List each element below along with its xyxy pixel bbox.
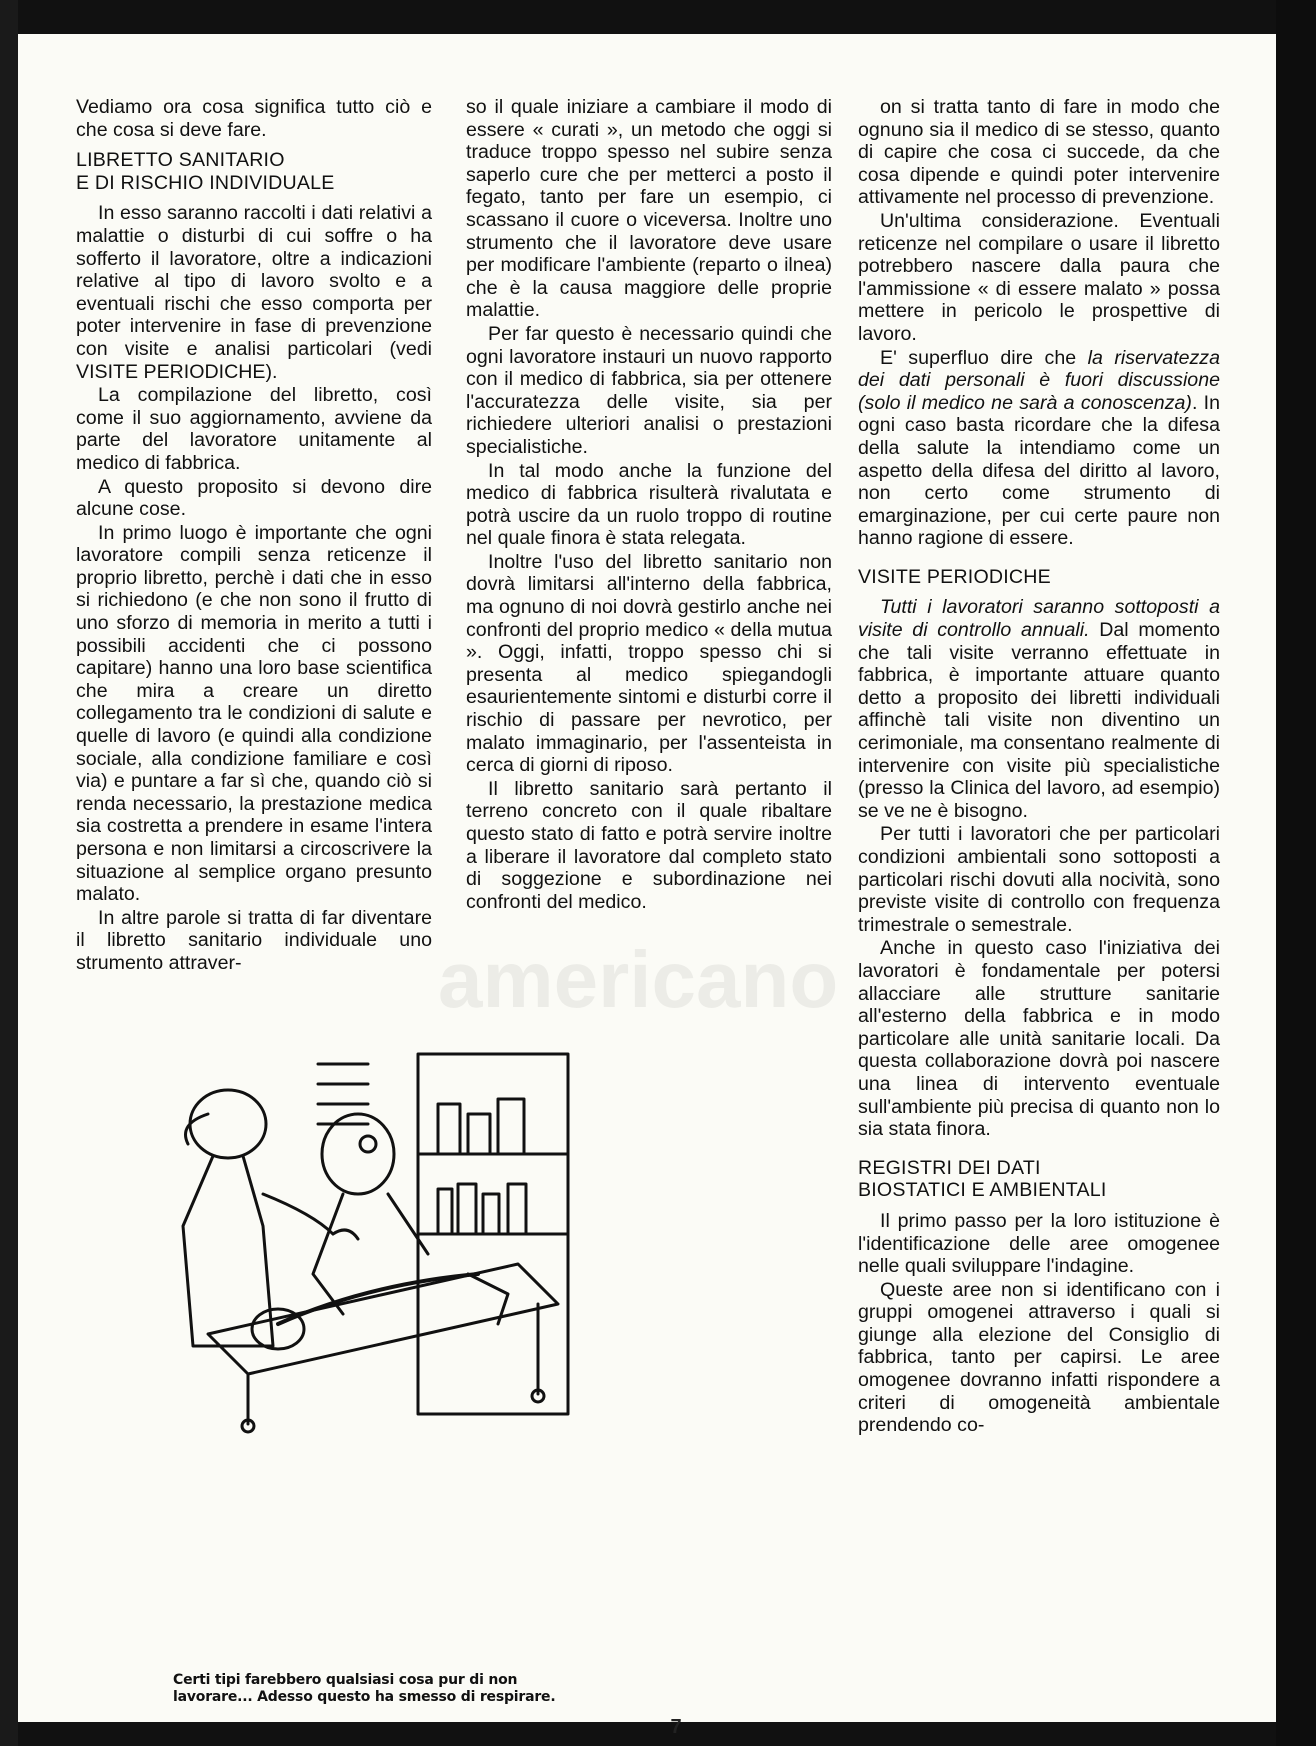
text-column-3 [858, 96, 1220, 1438]
text-column-2 [466, 96, 832, 914]
paragraph: In altre parole si tratta di far diventare il libretto sanitario individuale uno strumento attraver- [76, 906, 432, 974]
paragraph: Per tutti i lavoratori che per particolari condizioni ambientali sono sottoposti a particolari rischi dovuti alla nocività, sono previste visite di controllo con frequenza trimestrale o semestrale. [858, 823, 1220, 936]
paragraph: In esso saranno raccolti i dati relativi a malattie o disturbi di cui soffre o ha sofferto il lavoratore, oltre a indicazioni relative al tipo di lavoro svolto e a eventuali rischi che esso comporta per poter intervenire in fase di prevenzione con visite e analisi particolari (vedi VISITE PERIODICHE). [76, 202, 432, 383]
paragraph: Per far questo è necessario quindi che ogni lavoratore instauri un nuovo rapporto con il medico di fabbrica, sia per ottenere l'accuratezza delle visite, sia per richiedere ulteriori analisi o prestazioni specialistiche. [466, 322, 832, 458]
section-heading-visite: VISITE PERIODICHE [858, 565, 1051, 588]
right-binding-edge [1276, 0, 1316, 1746]
illustration-caption: Certi tipi farebbero qualsiasi cosa pur di non lavorare... Adesso questo ha smesso di respirare. [173, 1672, 556, 1705]
paragraph: In tal modo anche la funzione del medico di fabbrica risulterà rivalutata e potrà uscire da un ruolo troppo di routine nel quale finora è stata relegata. [466, 459, 832, 550]
paragraph: Il primo passo per la loro istituzione è l'identificazione delle aree omogenee nelle quali sviluppare l'indagine. [858, 1209, 1220, 1278]
cartoon-illustration [168, 1044, 598, 1434]
paragraph: La compilazione del libretto, così come il suo aggiornamento, avviene da parte del lavoratore unitamente al medico di fabbrica. [76, 384, 432, 474]
show-through-text: americano [438, 935, 839, 1024]
section-heading-registri: REGISTRI DEI DATI BIOSTATICI E AMBIENTALI [858, 1156, 1107, 1202]
paragraph: Anche in questo caso l'iniziativa dei lavoratori è fondamentale per potersi allacciare alle strutture sanitarie all'esterno della fabbrica e in modo particolare alle unità sanitarie locali. Da questa collaborazione dovrà poi nascere una linea di intervento eventuale sull'ambiente più precisa di quanto non lo sia stata finora. [858, 937, 1220, 1141]
paragraph: E' superfluo dire che la riservatezza dei dati personali è fuori discussione (solo il medico ne sarà a conoscenza). In ogni caso basta ricordare che la difesa della salute la intendiamo come un aspetto della difesa del diritto al lavoro, non certo come strumento di emarginazione, per cui certe paure non hanno ragione di essere. [858, 346, 1221, 550]
paragraph: Vediamo ora cosa significa tutto ciò e che cosa si deve fare. [76, 96, 432, 141]
paragraph: A questo proposito si devono dire alcune cose. [76, 475, 432, 521]
magazine-page [18, 34, 1276, 1738]
paragraph: on si tratta tanto di fare in modo che ognuno sia il medico di se stesso, quanto di capire che cosa ci succede, da che cosa dipende e quindi poter intervenire attivamente nel processo di prevenzione. [858, 96, 1220, 209]
paragraph: Tutti i lavoratori saranno sottoposti a visite di controllo annuali. Dal momento che tali visite verranno effettuate in fabbrica, è importante attuare quanto detto a proposito dei libretti individuali affinchè tali visite non diventino un cerimoniale, ma consentano realmente di intervenire con visite più specialistiche (presso la Clinica del lavoro, ad esempio) se ve ne è bisogno. [858, 596, 1221, 822]
paragraph: Un'ultima considerazione. Eventuali reticenze nel compilare o usare il libretto potrebbero nascere dalla paura che l'ammissione « di essere malato » possa mettere in pericolo le prospettive di lavoro. [858, 209, 1220, 345]
paragraph: Il libretto sanitario sarà pertanto il terreno concreto con il quale ribaltare questo stato di fatto e potrà servire inoltre a liberare il lavoratore dal completo stato di soggezione e subordinazione nei confronti del medico. [466, 777, 832, 913]
examination-table [208, 1264, 558, 1374]
left-page-edge [0, 0, 18, 1746]
paragraph: Queste aree non si identificano con i gruppi omogenei attraverso i quali si giunge alla elezione del Consiglio di fabbrica, tanto per capirsi. Le aree omogenee dovranno infatti rispondere a criteri di omogeneità ambientale prendendo co- [858, 1278, 1220, 1437]
paragraph: In primo luogo è importante che ogni lavoratore compili senza reticenze il proprio libretto, perchè i dati che in esso si richiedono (e che non sono il frutto di uno sforzo di memoria in merito a tutti i possibili accidenti che ci possono capitare) hanno una loro base scientifica che mira a creare un diretto collegamento tra le condizioni di salute e quelle di lavoro (e quindi alla condizione sociale, alla condizione familiare e così via) e puntare a far sì che, quando ciò si renda necessario, la prestazione medica sia costretta a prendere in esame l'intera persona e non limitarsi a circoscrivere la situazione al semplice organo presunto malato. [76, 521, 432, 906]
paragraph: so il quale iniziare a cambiare il modo di essere « curati », un metodo che oggi si traduce troppo spesso nel subire senza saperlo cure che per metterci a posto il fegato, tanto per fare un esempio, ci scassano il cuore o viceversa. Inoltre uno strumento che il lavoratore deve usare per modificare l'ambiente (reparto o ilnea) che è la causa maggiore delle proprie malattie. [466, 96, 832, 322]
text-column-1 [76, 96, 432, 976]
page-number: 7 [670, 1716, 682, 1738]
paragraph: Inoltre l'uso del libretto sanitario non dovrà limitarsi all'interno della fabbrica, ma ognuno di noi dovrà gestirlo anche nei confronti del proprio medico « della mutua ». Oggi, infatti, troppo spesso chi si presenta al medico spiegandogli esaurientemente sintomi e disturbi corre il rischio di passare per nevrotico, per malato immaginario, per l'assenteista in cerca di giorni di riposo. [466, 550, 832, 777]
section-heading-libretto: LIBRETTO SANITARIO E DI RISCHIO INDIVIDUALE [76, 149, 335, 194]
